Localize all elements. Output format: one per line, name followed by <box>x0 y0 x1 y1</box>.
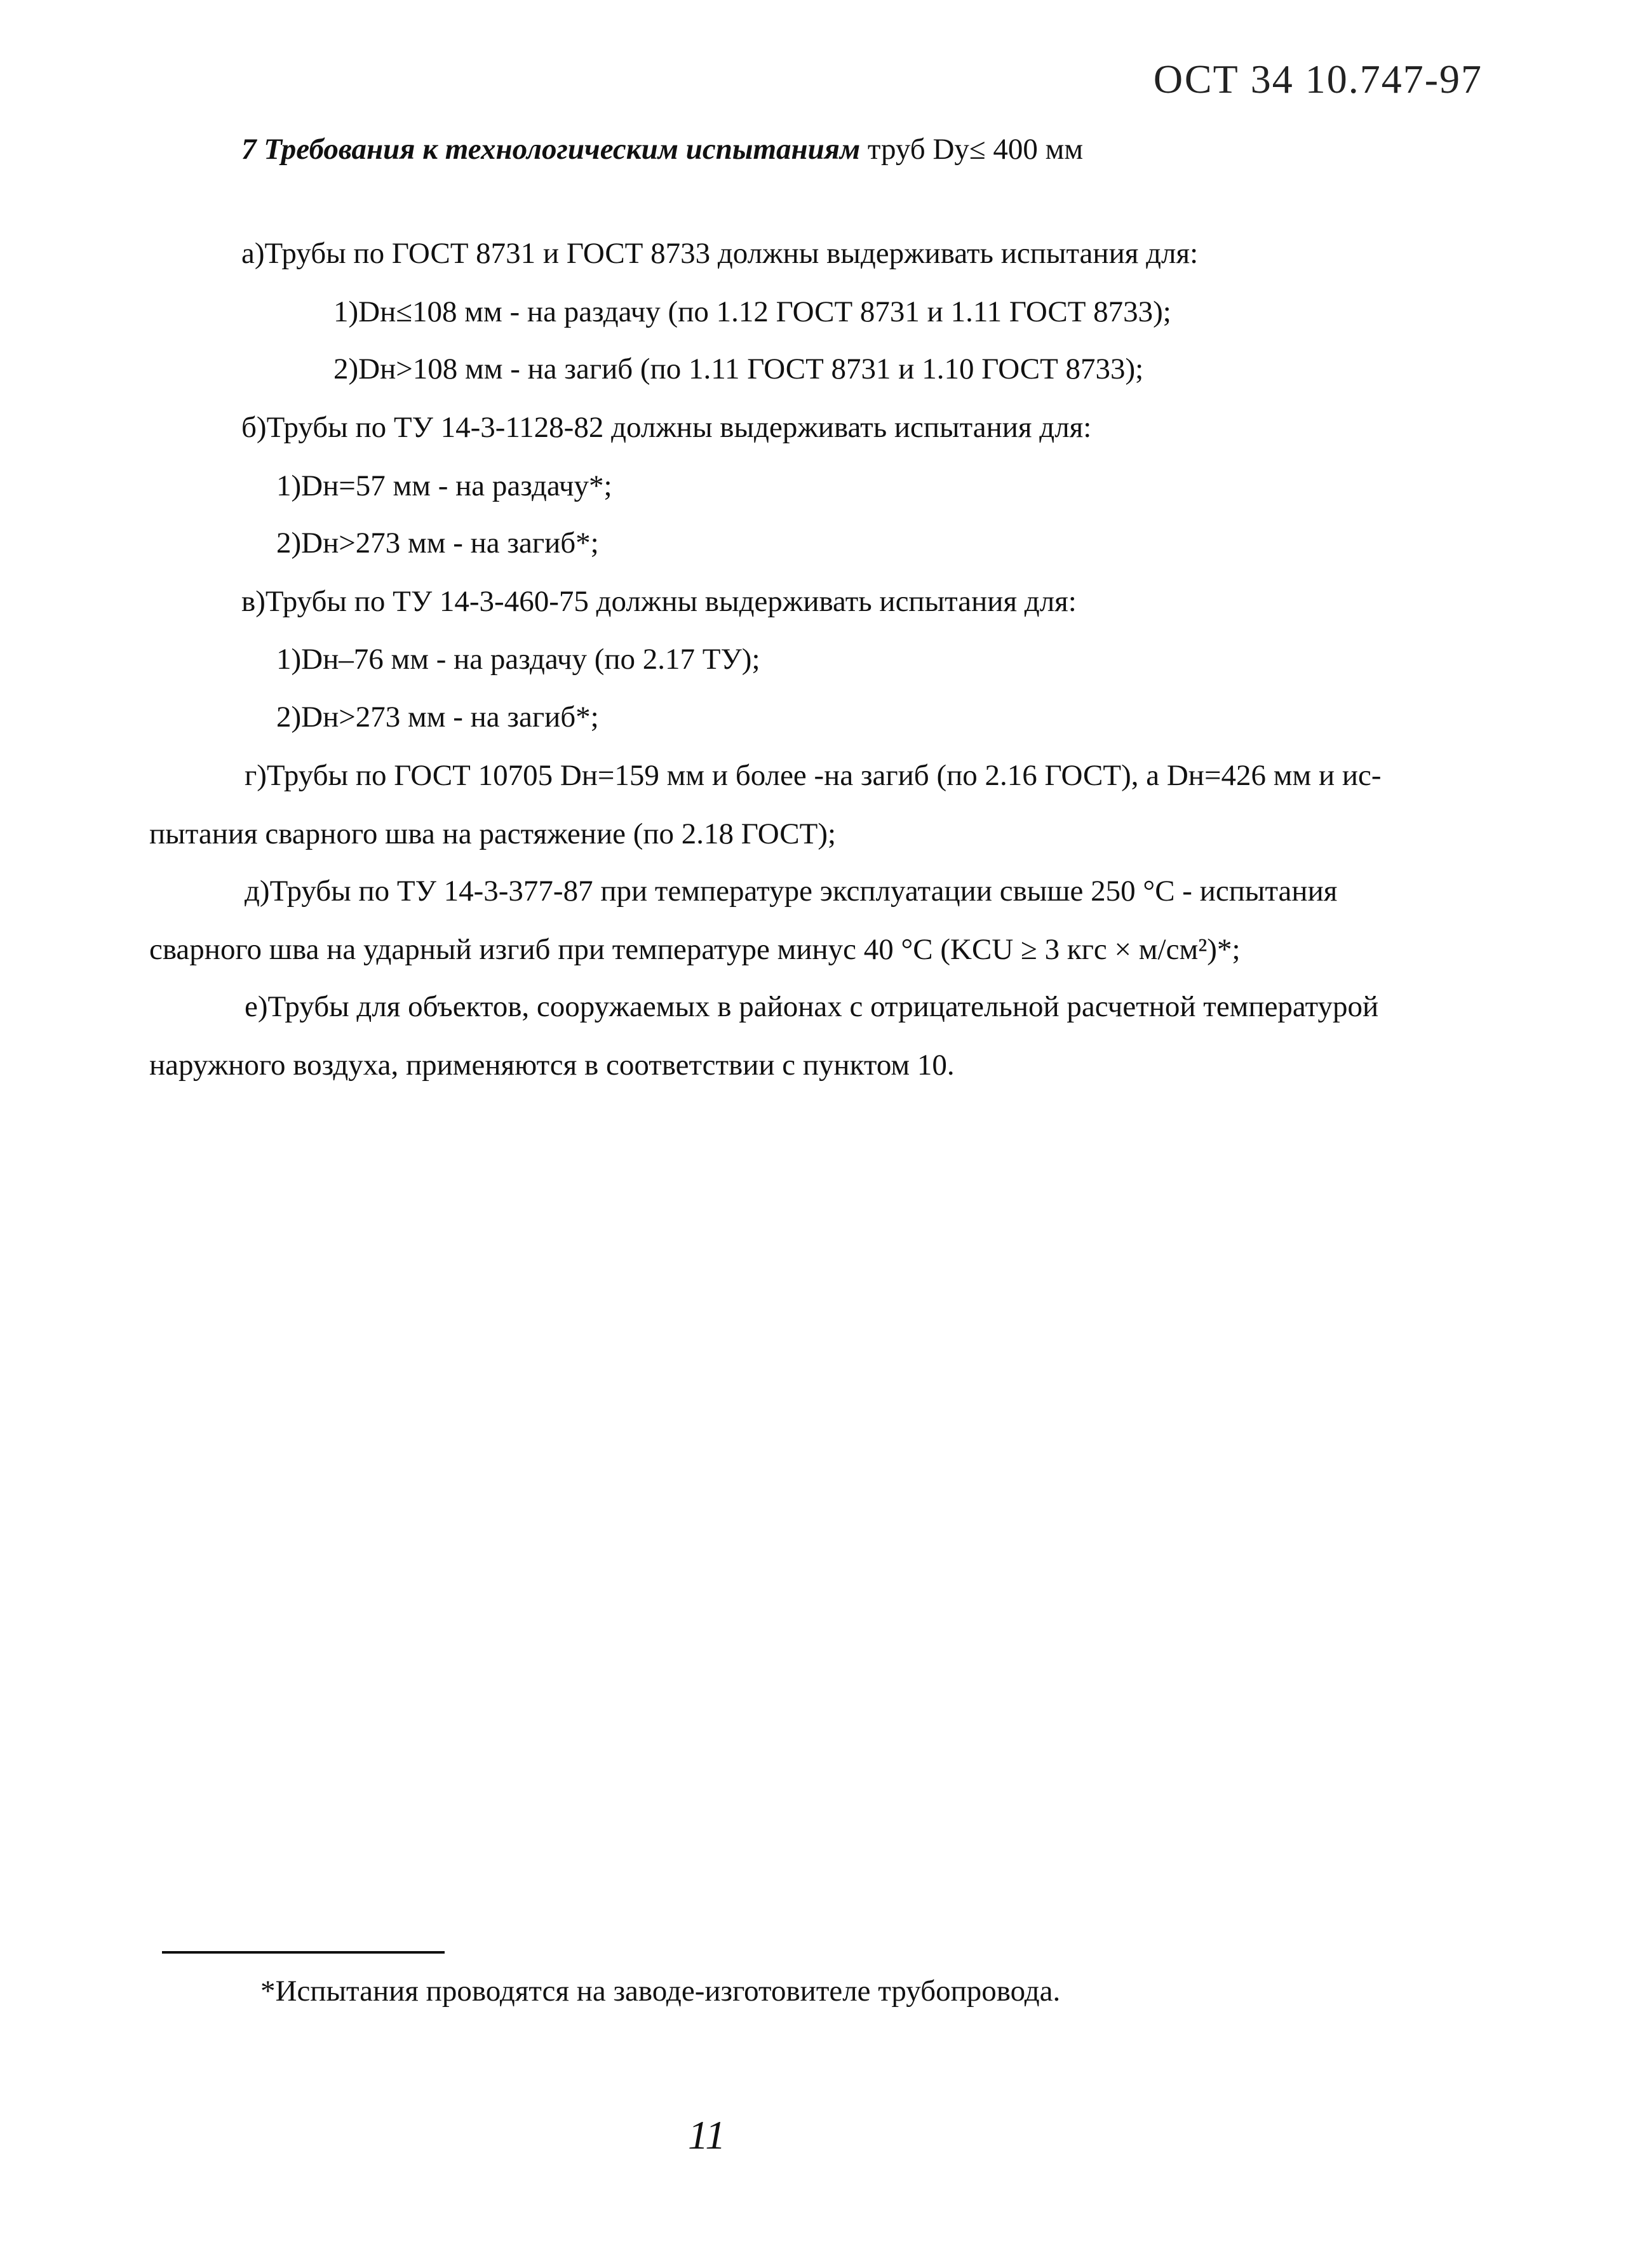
paragraph-b-item-2: 2)Dн>273 мм - на загиб*; <box>276 527 599 560</box>
document-code: ОСТ 34 10.747-97 <box>1153 57 1483 102</box>
paragraph-a-item-1: 1)Dн≤108 мм - на раздачу (по 1.12 ГОСТ 8731 и 1.11 ГОСТ 8733); <box>333 295 1171 328</box>
section-title <box>241 132 1083 166</box>
paragraph-e-line-2: наружного воздуха, применяются в соответствии с пунктом 10. <box>149 1049 955 1082</box>
page-number: 11 <box>688 2112 726 2157</box>
paragraph-v-item-1: 1)Dн–76 мм - на раздачу (по 2.17 ТУ); <box>276 643 760 676</box>
section-title-rest: труб Dу≤ 400 мм <box>860 133 1084 166</box>
paragraph-b: б)Трубы по ТУ 14-3-1128-82 должны выдерживать испытания для: <box>241 411 1092 444</box>
footnote-text: *Испытания проводятся на заводе-изготовителе трубопровода. <box>260 1975 1061 2008</box>
paragraph-e-line-1: е)Трубы для объектов, сооружаемых в районах с отрицательной расчетной температурой <box>245 990 1379 1023</box>
paragraph-a-item-2: 2)Dн>108 мм - на загиб (по 1.11 ГОСТ 8731 и 1.10 ГОСТ 8733); <box>333 352 1144 386</box>
paragraph-b-item-1: 1)Dн=57 мм - на раздачу*; <box>276 469 612 502</box>
paragraph-v: в)Трубы по ТУ 14-3-460-75 должны выдерживать испытания для: <box>241 585 1077 618</box>
paragraph-a: а)Трубы по ГОСТ 8731 и ГОСТ 8733 должны выдерживать испытания для: <box>241 237 1199 270</box>
paragraph-d-line-1: д)Трубы по ТУ 14-3-377-87 при температуре эксплуатации свыше 250 °С - испытания <box>245 875 1338 908</box>
paragraph-g-line-1: г)Трубы по ГОСТ 10705 Dн=159 мм и более -на загиб (по 2.16 ГОСТ), а Dн=426 мм и ис- <box>245 759 1382 792</box>
paragraph-d-line-2: сварного шва на ударный изгиб при температуре минус 40 °С (KCU ≥ 3 кгс × м/см²)*; <box>149 933 1241 966</box>
paragraph-g-line-2: пытания сварного шва на растяжение (по 2.18 ГОСТ); <box>149 817 837 850</box>
footnote-divider <box>162 1951 445 1954</box>
paragraph-v-item-2: 2)Dн>273 мм - на загиб*; <box>276 701 599 734</box>
section-title-bold: 7 Требования к технологическим испытаниям <box>241 133 861 166</box>
